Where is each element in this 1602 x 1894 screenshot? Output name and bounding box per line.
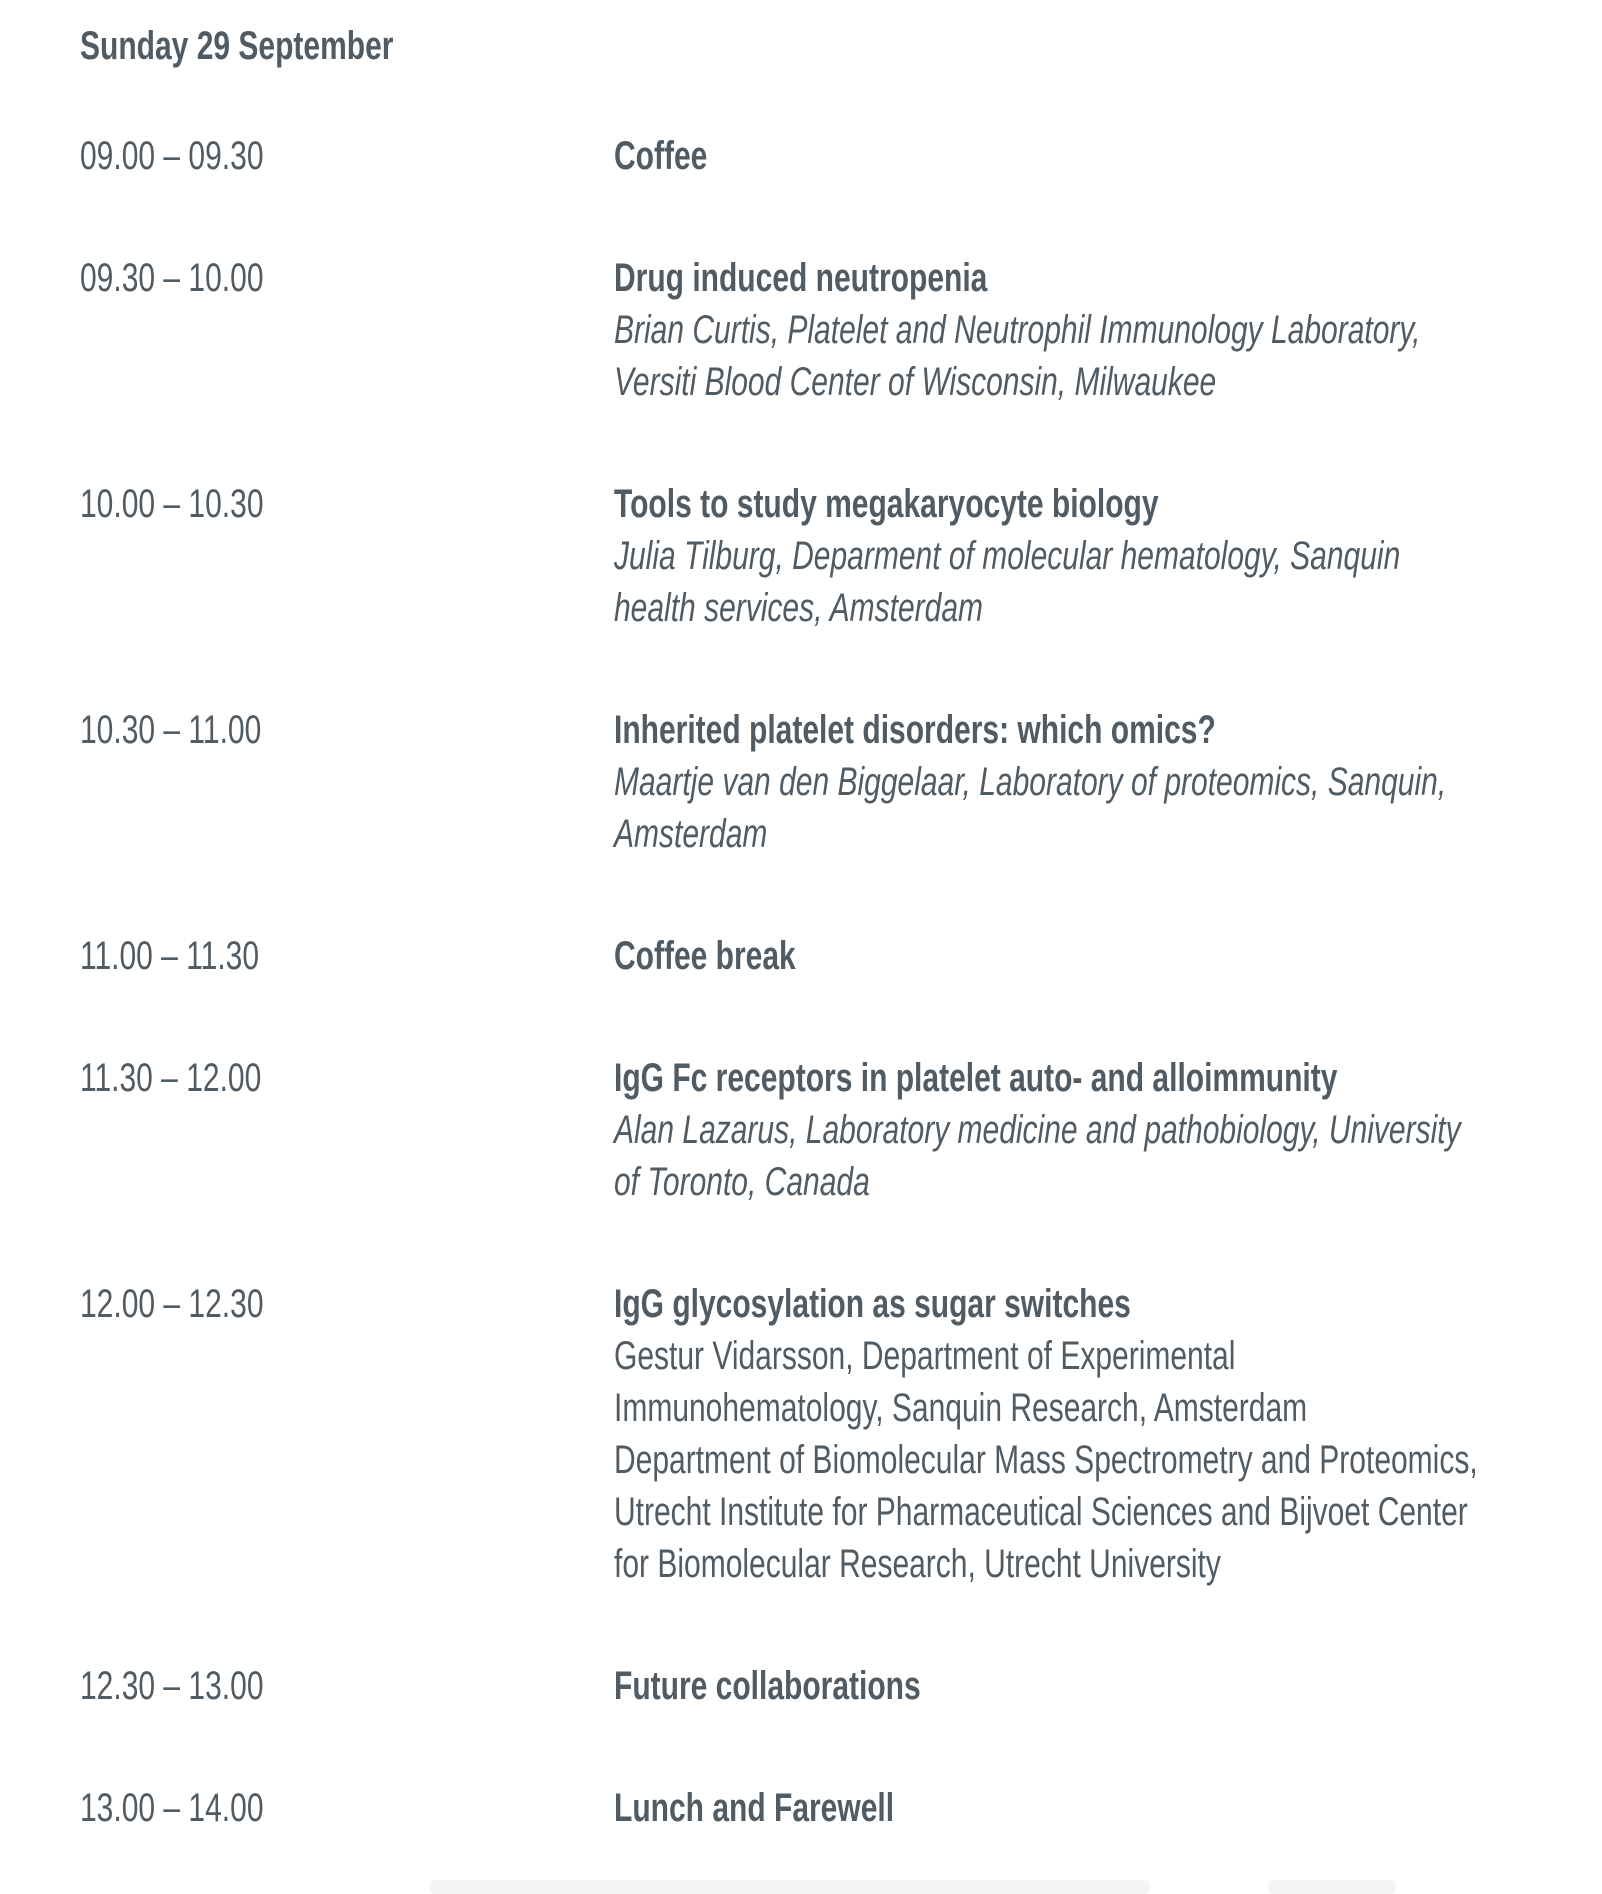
schedule-row [80, 704, 1602, 860]
session-cell [614, 1278, 1602, 1590]
time-range-text: 13.00 – 14.00 [80, 1786, 264, 1830]
session-title [614, 478, 1602, 530]
session-cell [614, 478, 1602, 634]
time-range [80, 704, 614, 756]
session-title [614, 930, 1602, 982]
session-cell [614, 130, 1602, 182]
session-title [614, 252, 1602, 304]
speaker-line-text: Utrecht Institute for Pharmaceutical Sciences and Bijvoet Center [614, 1490, 1468, 1534]
time-range [80, 252, 614, 304]
time-range-text: 09.30 – 10.00 [80, 256, 264, 300]
session-cell [614, 1782, 1602, 1834]
speaker-line-text: for Biomolecular Research, Utrecht University [614, 1542, 1221, 1586]
session-cell [614, 704, 1602, 860]
time-range-text: 11.00 – 11.30 [80, 934, 260, 978]
speaker-line [614, 1330, 1602, 1382]
session-title [614, 704, 1602, 756]
session-title-text: Coffee [614, 134, 708, 178]
session-title [614, 130, 1602, 182]
session-cell [614, 930, 1602, 982]
schedule-row [80, 252, 1602, 408]
time-range [80, 478, 614, 530]
session-title-text: Lunch and Farewell [614, 1786, 895, 1830]
speaker-line-text: of Toronto, Canada [614, 1160, 870, 1204]
speaker-line [614, 808, 1602, 860]
time-range [80, 130, 614, 182]
speaker-line-text: Alan Lazarus, Laboratory medicine and pathobiology, University [614, 1108, 1461, 1152]
session-title [614, 1052, 1602, 1104]
speaker-line [614, 582, 1602, 634]
session-title [614, 1782, 1602, 1834]
time-range [80, 1278, 614, 1330]
speaker-line [614, 1156, 1602, 1208]
speaker-line [614, 530, 1602, 582]
speaker-line-text: Maartje van den Biggelaar, Laboratory of proteomics, Sanquin, [614, 760, 1447, 804]
schedule-row [80, 1660, 1602, 1712]
bottom-cutoff-artifact [1268, 1880, 1396, 1894]
speaker-line-text: Julia Tilburg, Deparment of molecular hematology, Sanquin [614, 534, 1401, 578]
speaker-line [614, 1382, 1602, 1434]
speaker-line [614, 304, 1602, 356]
session-title-text: Tools to study megakaryocyte biology [614, 482, 1159, 526]
schedule-row [80, 1782, 1602, 1834]
page-heading [80, 20, 1602, 72]
speaker-line-text: Amsterdam [614, 812, 768, 856]
time-range [80, 1052, 614, 1104]
speaker-line-text: health services, Amsterdam [614, 586, 984, 630]
speaker-line-text: Gestur Vidarsson, Department of Experimental [614, 1334, 1236, 1378]
session-title-text: Coffee break [614, 934, 796, 978]
speaker-line [614, 356, 1602, 408]
time-range-text: 10.00 – 10.30 [80, 482, 264, 526]
schedule-row [80, 1278, 1602, 1590]
bottom-cutoff-artifact [430, 1880, 1150, 1894]
speaker-line-text: Brian Curtis, Platelet and Neutrophil Immunology Laboratory, [614, 308, 1421, 352]
session-title-text: IgG Fc receptors in platelet auto- and alloimmunity [614, 1056, 1338, 1100]
session-title-text: IgG glycosylation as sugar switches [614, 1282, 1131, 1326]
time-range-text: 09.00 – 09.30 [80, 134, 264, 178]
session-title [614, 1278, 1602, 1330]
session-title [614, 1660, 1602, 1712]
session-title-text: Drug induced neutropenia [614, 256, 988, 300]
time-range [80, 930, 614, 982]
session-cell [614, 252, 1602, 408]
session-title-text: Inherited platelet disorders: which omics? [614, 708, 1216, 752]
time-range [80, 1660, 614, 1712]
session-cell [614, 1052, 1602, 1208]
speaker-line [614, 1538, 1602, 1590]
time-range-text: 11.30 – 12.00 [80, 1056, 262, 1100]
schedule-row [80, 930, 1602, 982]
speaker-line [614, 756, 1602, 808]
page-heading-text: Sunday 29 September [80, 24, 394, 68]
time-range-text: 12.00 – 12.30 [80, 1282, 264, 1326]
schedule-row [80, 130, 1602, 182]
speaker-line [614, 1434, 1602, 1486]
speaker-line-text: Versiti Blood Center of Wisconsin, Milwaukee [614, 360, 1217, 404]
speaker-line-text: Immunohematology, Sanquin Research, Amsterdam [614, 1386, 1308, 1430]
speaker-line [614, 1486, 1602, 1538]
speaker-line-text: Department of Biomolecular Mass Spectrometry and Proteomics, [614, 1438, 1478, 1482]
time-range [80, 1782, 614, 1834]
time-range-text: 12.30 – 13.00 [80, 1664, 264, 1708]
schedule-row [80, 1052, 1602, 1208]
speaker-line [614, 1104, 1602, 1156]
schedule-row [80, 478, 1602, 634]
time-range-text: 10.30 – 11.00 [80, 708, 262, 752]
session-cell [614, 1660, 1602, 1712]
session-title-text: Future collaborations [614, 1664, 921, 1708]
